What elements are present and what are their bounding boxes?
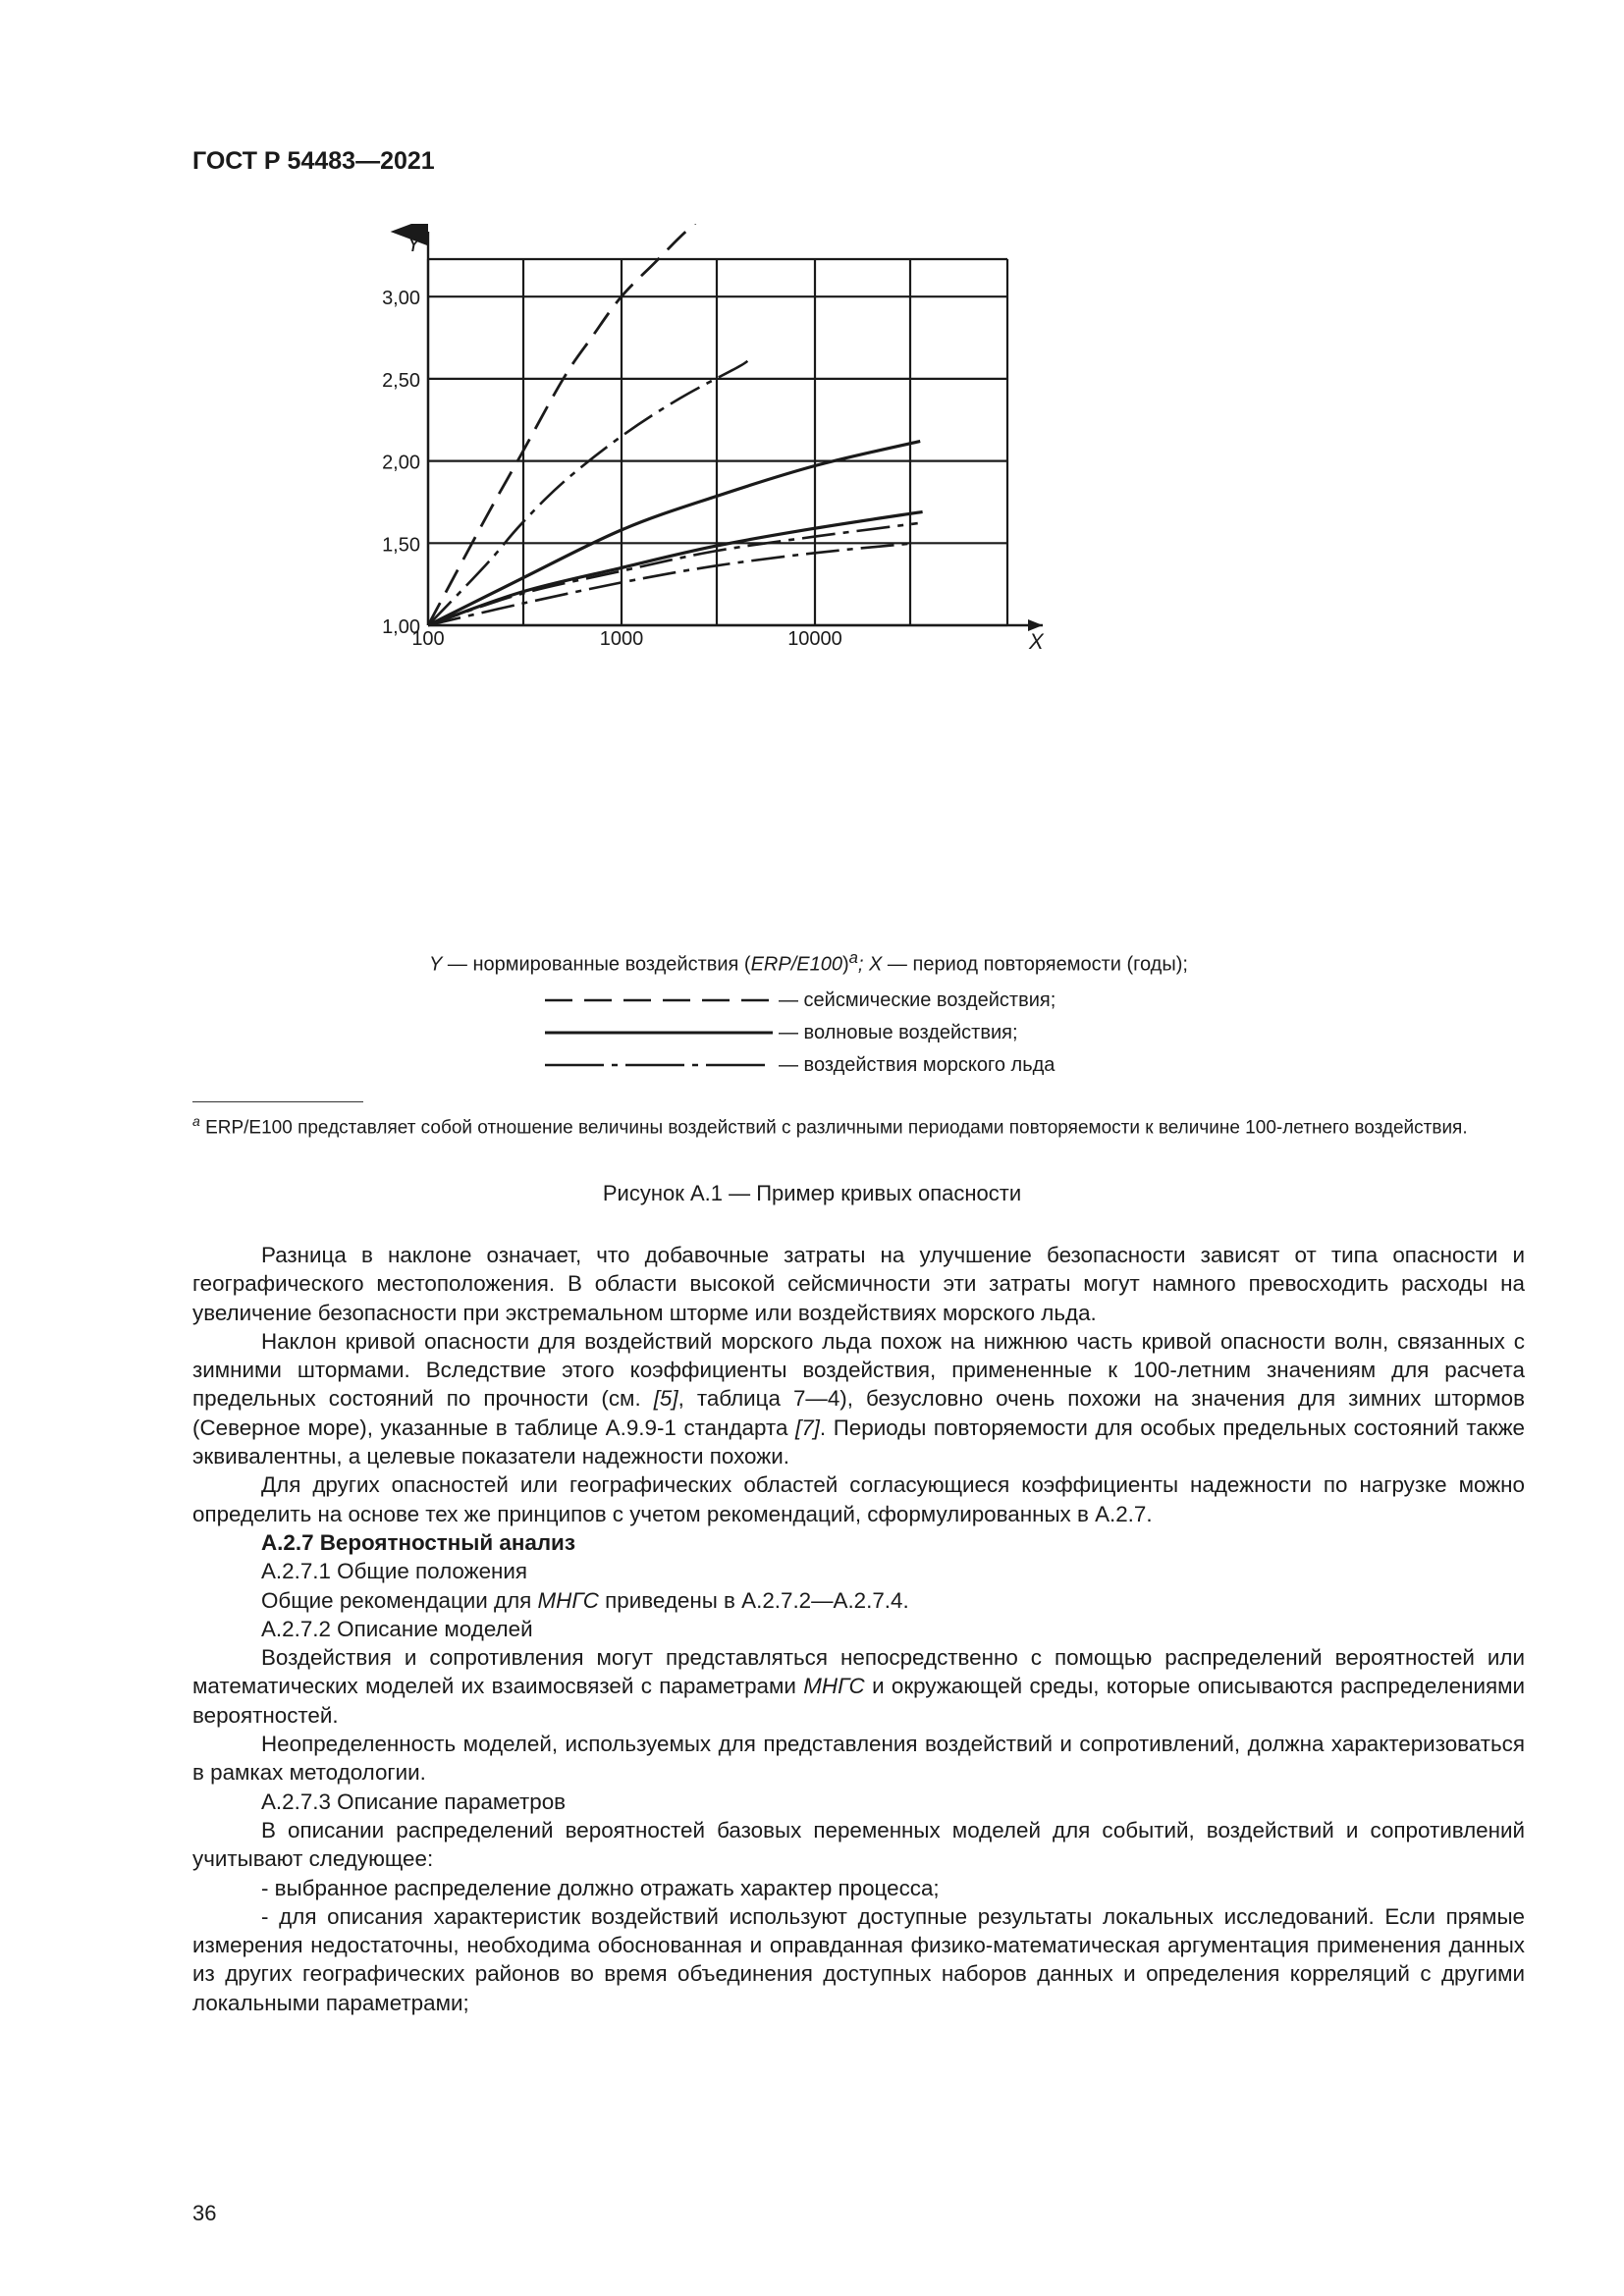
document-header: ГОСТ Р 54483—2021 xyxy=(192,147,435,175)
y-symbol: Y xyxy=(429,953,443,976)
paragraph: Разница в наклоне означает, что добавочные затраты на улучшение безопасности зависят от типа опасности и географического местоположения. В области высокой сейсмичности эти затраты могут намного превосходить расходы на увеличение безопасности при экстремальном шторме или воздействиях морского льда. xyxy=(192,1243,1525,1325)
series-line-dash-dot xyxy=(428,360,748,625)
paragraph: Наклон кривой опасности для воздействий морского льда похож на нижнюю часть кривой опасности волн, связанных с зимними штормами. Вследствие этого коэффициенты воздействия, примененные к 100-летним значениям для расчета предельных состояний по прочности (см. [5], таблица 7—4), безусловно очень похожи на значения для зимних штормов (Северное море), указанные в таблице А.9.9-1 стандарта [7]. Периоды повторяемости для особых предельных состояний также эквивалентны, а целевые показатели надежности похожи. xyxy=(192,1328,1525,1469)
y-tick-label: 2,00 xyxy=(382,452,420,474)
y-tick-label: 1,00 xyxy=(382,616,420,638)
y-tick-label: 3,00 xyxy=(382,288,420,310)
figure-caption: Рисунок А.1 — Пример кривых опасности xyxy=(602,1181,1022,1205)
legend-label: — сейсмические воздействия; xyxy=(779,988,1056,1011)
footnote-ref-mark: a xyxy=(848,948,858,967)
hazard-curves-chart xyxy=(353,224,1335,940)
section-heading: А.2.7 Вероятностный анализ xyxy=(261,1529,575,1555)
reference: [7] xyxy=(795,1415,820,1440)
y-description: — нормированные воздействия ( xyxy=(442,953,751,976)
subsection-heading: А.2.7.1 Общие положения xyxy=(261,1559,528,1584)
legend-swatch-dashed xyxy=(545,995,773,1005)
legend-item-sea-ice xyxy=(545,1049,1188,1082)
x-symbol: ; X xyxy=(857,953,883,976)
paragraph: Для других опасностей или географических областей согласующиеся коэффициенты надежности по нагрузке можно определить на основе тех же принципов с учетом рекомендаций, сформулированных в А.2.7. xyxy=(192,1472,1525,1526)
x-description: — период повторяемости (годы); xyxy=(882,953,1188,976)
abbreviation: МНГС xyxy=(537,1587,599,1613)
footnote-text: ERP/E100 представляет собой отношение величины воздействий с различными периодами повторяемости к величине 100-летнего воздействия. xyxy=(199,1117,1468,1139)
paragraph: Воздействия и сопротивления могут представляться непосредственно с помощью распределений вероятностей или математических моделей их взаимосвязей с параметрами МНГС и окружающей среды, которые описываются распределениями вероятностей. xyxy=(192,1645,1525,1728)
x-axis-title: X xyxy=(1029,629,1044,654)
subsection-heading: А.2.7.3 Описание параметров xyxy=(261,1789,567,1814)
y-axis-title: Y xyxy=(406,232,421,256)
y-tick-label: 2,50 xyxy=(382,369,420,392)
series-line-dashed xyxy=(428,224,705,625)
subsection-heading: А.2.7.2 Описание моделей xyxy=(261,1616,533,1641)
footnote-rule xyxy=(192,1101,363,1102)
chart-grid xyxy=(428,259,1007,625)
legend-item-wave xyxy=(545,1017,1188,1049)
legend-item-seismic xyxy=(545,985,1188,1017)
list-item: - для описания характеристик воздействий используют доступные результаты локальных исследований. Если прямые измерения недостаточны, необходима обоснованная и оправданная физико-математическая аргументация применения данных из других географических районов во время объединения доступных наборов данных и определения корреляций с другими локальными параметрами; xyxy=(192,1903,1525,2015)
chart-labels xyxy=(382,232,1045,654)
series-line-dash-dot xyxy=(428,523,918,625)
paragraph: Общие рекомендации для МНГС приведены в А.2.7.2—А.2.7.4. xyxy=(261,1587,909,1613)
y-ratio-close: ) xyxy=(841,953,849,976)
x-tick-label: 10000 xyxy=(787,628,842,650)
paragraph: В описании распределений вероятностей базовых переменных моделей для событий, воздействий и сопротивлений учитывают следующее: xyxy=(192,1817,1525,1872)
reference: [5] xyxy=(653,1386,678,1412)
figure-legend xyxy=(429,948,1188,1082)
x-tick-label: 1000 xyxy=(599,628,644,650)
abbreviation: МНГС xyxy=(803,1674,865,1699)
legend-title xyxy=(429,948,1188,977)
chart-axes xyxy=(428,232,1043,631)
paragraph: Неопределенность моделей, используемых для представления воздействий и сопротивлений, должна характеризоваться в рамках методологии. xyxy=(192,1732,1525,1786)
y-ratio: ERP/E100 xyxy=(750,953,842,976)
footnote-mark: a xyxy=(192,1113,200,1129)
chart-series xyxy=(428,224,923,625)
legend-label: — воздействия морского льда xyxy=(779,1053,1056,1076)
footnote xyxy=(192,1107,1525,1142)
y-tick-label: 1,50 xyxy=(382,534,420,557)
legend-swatch-dash-dot xyxy=(545,1060,773,1070)
page-number: 36 xyxy=(192,2201,217,2225)
legend-swatch-solid xyxy=(545,1028,773,1038)
legend-label: — волновые воздействия; xyxy=(779,1021,1018,1043)
x-tick-label: 100 xyxy=(411,628,445,650)
body-text xyxy=(192,1241,1525,2017)
list-item: - выбранное распределение должно отражать характер процесса; xyxy=(261,1875,940,1900)
